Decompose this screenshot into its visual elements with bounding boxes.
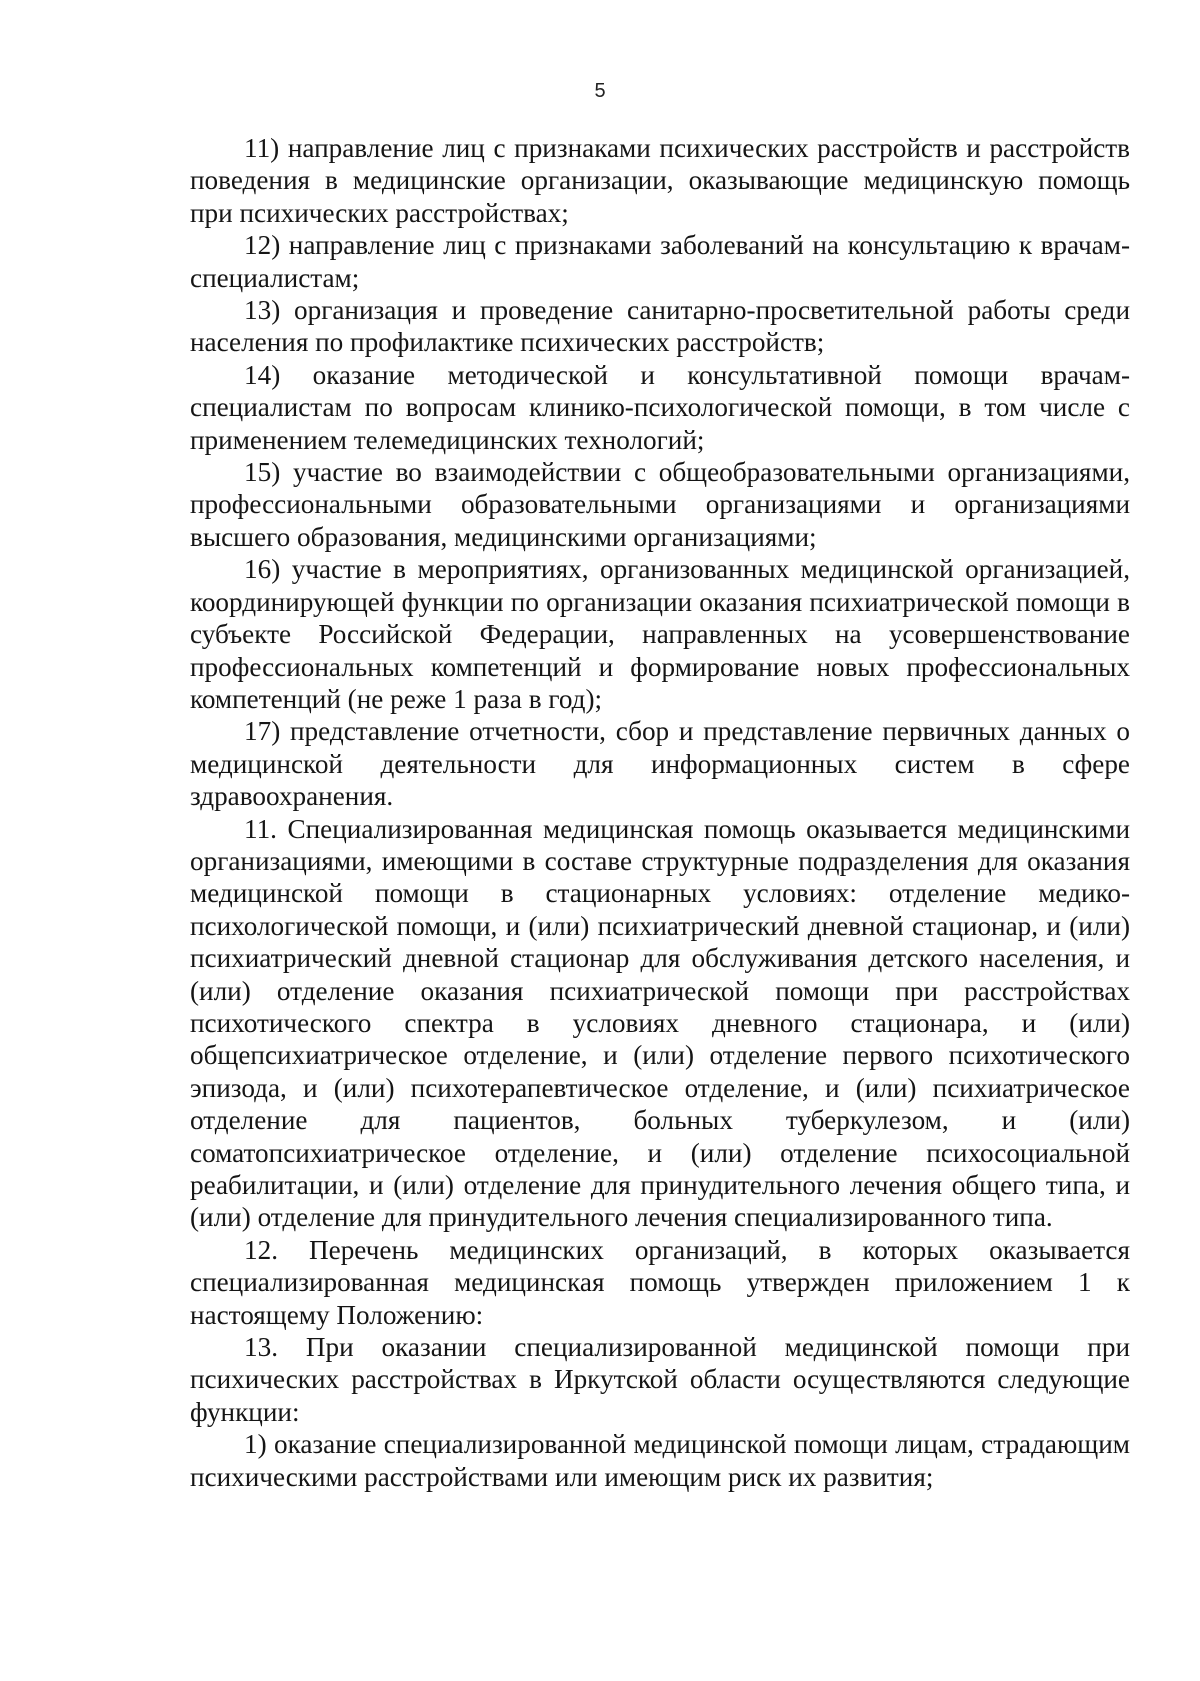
document-body xyxy=(190,132,1130,1493)
paragraph-item-16: 16) участие в мероприятиях, организованных медицинской организацией, координирующей функции по организации оказания психиатрической помощи в субъекте Российской Федерации, направленных на усовершенствование профессиональных компетенций и формирование новых профессиональных компетенций (не реже 1 раза в год); xyxy=(190,554,1130,714)
paragraph-item-12: 12) направление лиц с признаками заболеваний на консультацию к врачам-специалистам; xyxy=(190,230,1130,293)
paragraph-item-11: 11) направление лиц с признаками психических расстройств и расстройств поведения в медицинские организации, оказывающие медицинскую помощь при психических расстройствах; xyxy=(190,133,1130,228)
paragraph-item-15: 15) участие во взаимодействии с общеобразовательными организациями, профессиональными образовательными организациями и организациями высшего образования, медицинскими организациями; xyxy=(190,457,1130,552)
paragraph-clause-11: 11. Специализированная медицинская помощь оказывается медицинскими организациями, имеющими в составе структурные подразделения для оказания медицинской помощи в стационарных условиях: отделение медико-психологической помощи, и (или) психиатрический дневной стационар, и (или) психиатрический дневной стационар для обслуживания детского населения, и (или) отделение оказания психиатрической помощи при расстройствах психотического спектра в условиях дневного стационара, и (или) общепсихиатрическое отделение, и (или) отделение первого психотического эпизода, и (или) психотерапевтическое отделение, и (или) психиатрическое отделение для пациентов, больных туберкулезом, и (или) соматопсихиатрическое отделение, и (или) отделение психосоциальной реабилитации, и (или) отделение для принудительного лечения общего типа, и (или) отделение для принудительного лечения специализированного типа. xyxy=(190,813,1130,1233)
paragraph-item-13: 13) организация и проведение санитарно-просветительной работы среди населения по профилактике психических расстройств; xyxy=(190,295,1130,358)
page-number: 5 xyxy=(594,80,606,102)
paragraph-item-17: 17) представление отчетности, сбор и представление первичных данных о медицинской деятельности для информационных систем в сфере здравоохранения. xyxy=(190,716,1130,812)
paragraph-clause-12: 12. Перечень медицинских организаций, в которых оказывается специализированная медицинская помощь утвержден приложением 1 к настоящему Положению: xyxy=(190,1234,1130,1330)
paragraph-clause-13: 13. При оказании специализированной медицинской помощи при психических расстройствах в Иркутской области осуществляются следующие функции: xyxy=(190,1332,1130,1427)
paragraph-item-1: 1) оказание специализированной медицинской помощи лицам, страдающим психическими расстройствами или имеющим риск их развития; xyxy=(190,1429,1130,1492)
paragraph-item-14: 14) оказание методической и консультативной помощи врачам-специалистам по вопросам клинико-психологической помощи, в том числе с применением телемедицинских технологий; xyxy=(190,359,1130,455)
